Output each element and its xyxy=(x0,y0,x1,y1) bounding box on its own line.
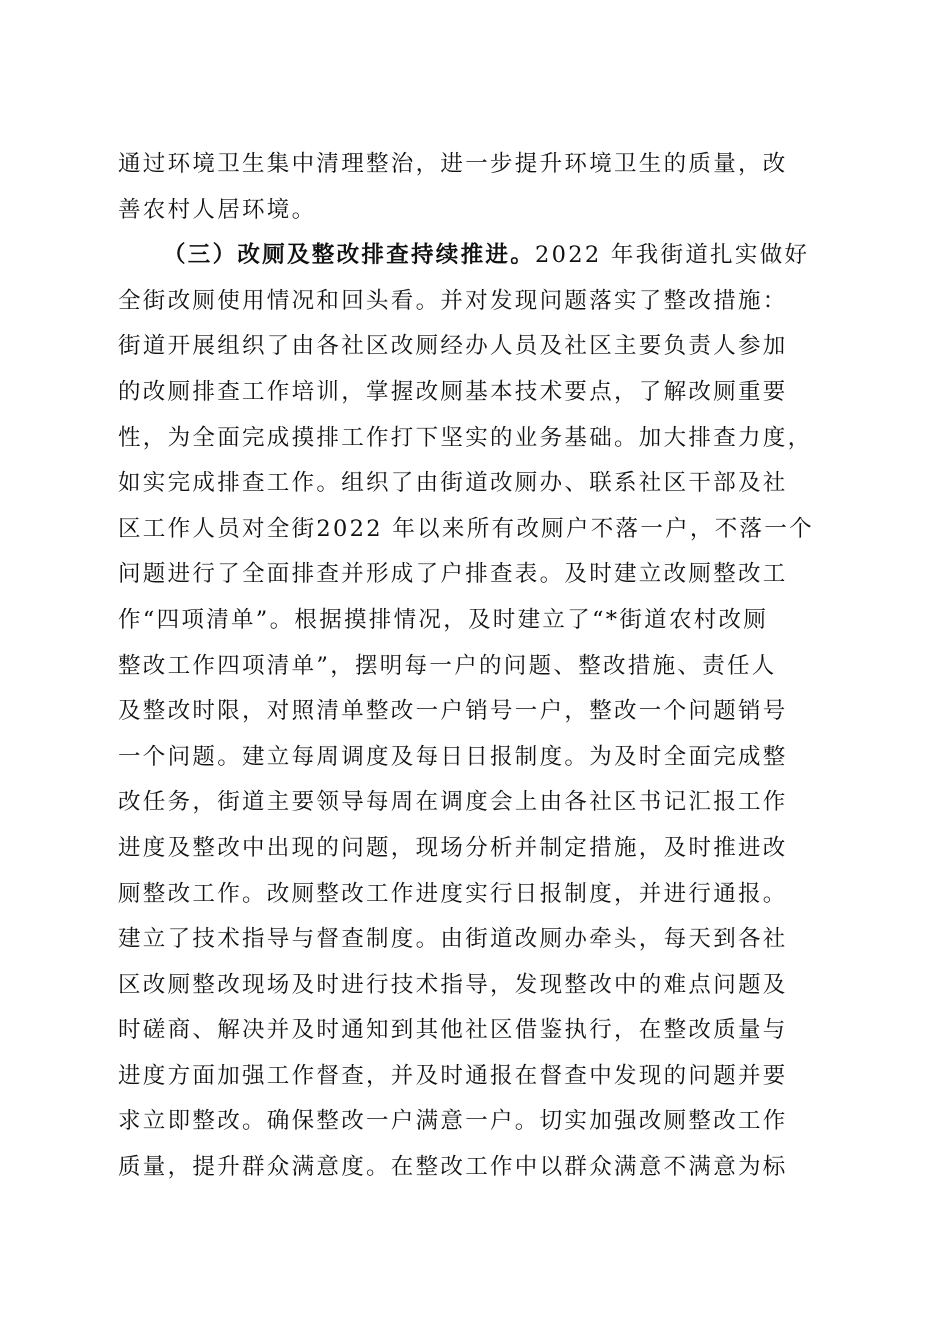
text-line: 建立了技术指导与督查制度。由街道改厕办牵头，每天到各社 xyxy=(118,926,788,953)
text-line: 进度及整改中出现的问题，现场分析并制定措施，及时推进改 xyxy=(118,834,788,861)
text-line: 如实完成排查工作。组织了由街道改厕办、联系社区干部及社 xyxy=(118,470,788,497)
text-line: 及整改时限，对照清单整改一户销号一户，整改一个问题销号 xyxy=(118,698,788,725)
paragraph-first-line xyxy=(118,233,828,279)
text-line: 的改厕排查工作培训，掌握改厕基本技术要点，了解改厕重要 xyxy=(118,378,788,405)
text-line: 街道开展组织了由各社区改厕经办人员及社区主要负责人参加 xyxy=(118,333,788,360)
text-line: 作“四项清单”。根据摸排情况，及时建立了“*街道农村改厕 xyxy=(118,606,769,633)
text-line: 区工作人员对全街2022 年以来所有改厕户不落一户，不落一个 xyxy=(118,515,814,542)
text-line: 一个问题。建立每周调度及每日日报制度。为及时全面完成整 xyxy=(118,743,788,770)
text-line: 厕整改工作。改厕整改工作进度实行日报制度，并进行通报。 xyxy=(118,880,788,907)
text-line: 质量，提升群众满意度。在整改工作中以群众满意不满意为标 xyxy=(118,1154,788,1181)
text-line: 善农村人居环境。 xyxy=(118,196,317,223)
text-line: 改任务，街道主要领导每周在调度会上由各社区书记汇报工作 xyxy=(118,789,788,816)
text-line: 求立即整改。确保整改一户满意一户。切实加强改厕整改工作 xyxy=(118,1108,788,1135)
text-line: 区改厕整改现场及时进行技术指导，发现整改中的难点问题及 xyxy=(118,971,788,998)
text-line: 性，为全面完成摸排工作打下坚实的业务基础。加大排查力度， xyxy=(118,424,813,451)
text-line: 进度方面加强工作督查，并及时通报在督查中发现的问题并要 xyxy=(118,1062,788,1089)
section-heading: （三）改厕及整改排查持续推进。 xyxy=(163,242,536,269)
text-line: 时磋商、解决并及时通知到其他社区借鉴执行，在整改质量与 xyxy=(118,1017,788,1044)
text-line: 整改工作四项清单”，摆明每一户的问题、整改措施、责任人 xyxy=(118,652,777,679)
document-body xyxy=(118,142,828,1191)
text-run: 2022 年我街道扎实做好 xyxy=(535,242,810,269)
text-line: 全街改厕使用情况和回头看。并对发现问题落实了整改措施： xyxy=(118,287,788,314)
text-line: 问题进行了全面排查并形成了户排查表。及时建立改厕整改工 xyxy=(118,561,788,588)
text-line: 通过环境卫生集中清理整治，进一步提升环境卫生的质量，改 xyxy=(118,151,788,177)
